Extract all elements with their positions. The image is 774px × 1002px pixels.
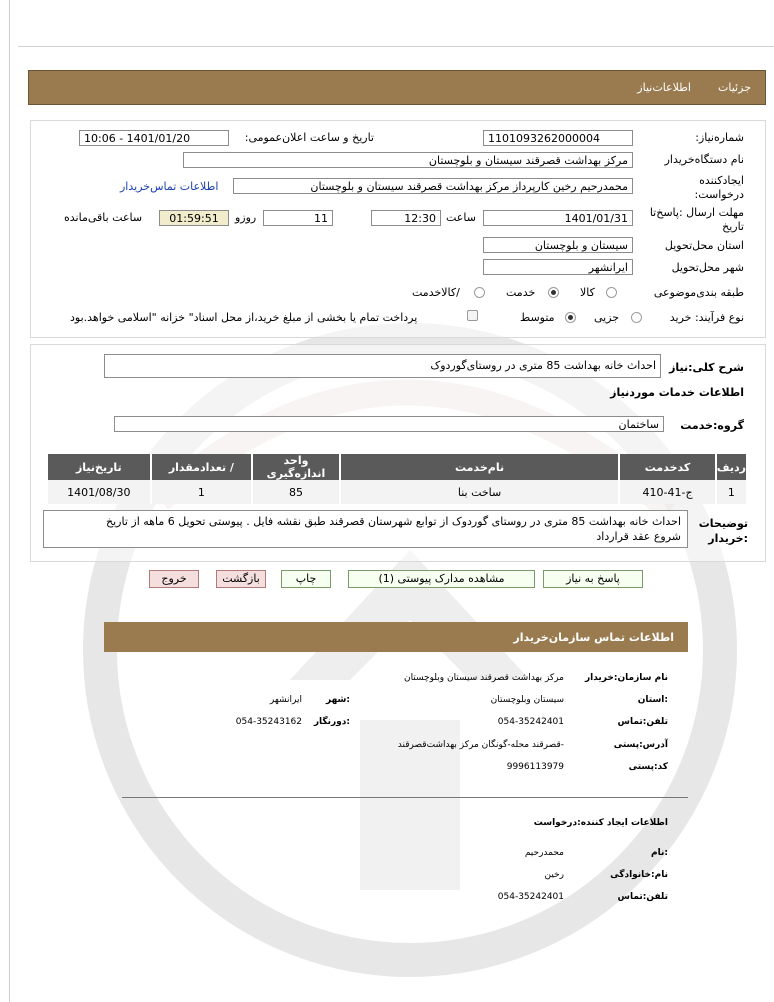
creator-phone: 054-35242401: [497, 892, 564, 902]
contact-city-label: :شهر: [326, 695, 350, 705]
top-separator: [18, 46, 774, 47]
cell-service-code: ج-41-410: [619, 480, 716, 504]
contact-address: -قصرقند محله-گونگان مرکز بهداشت‌قصرقند: [397, 740, 564, 750]
col-row: ردیف: [716, 454, 746, 480]
announce-field: 1401/01/20 - 10:06: [79, 130, 229, 146]
process-medium-label: متوسط: [520, 311, 555, 324]
notes-line-2: شروع عقد قرارداد: [596, 530, 681, 543]
buyer-contact-link[interactable]: اطلاعات تماس‌خریدار: [120, 180, 219, 193]
process-medium-radio[interactable]: [565, 312, 576, 323]
contact-org-label: نام سازمان:خریدار: [584, 673, 668, 683]
contact-address-label: آدرس:پستی: [613, 740, 668, 750]
city-label: شهر محل‌تحویل: [671, 261, 744, 274]
contact-postal: 9996113979: [506, 762, 564, 772]
creator-name-label: :نام: [651, 848, 668, 858]
cell-service-name: ساخت بنا: [340, 480, 619, 504]
items-table: [46, 454, 746, 504]
col-unit: واحد اندازه‌گیری: [252, 454, 340, 480]
table-row: [47, 480, 746, 504]
contact-phone: 054-35242401: [497, 717, 564, 727]
treasury-payment-checkbox[interactable]: [467, 310, 478, 321]
time-label: ساعت: [446, 211, 476, 224]
left-border: [9, 0, 10, 1002]
buyer-org-field: مرکز بهداشت قصرقند سیستان و بلوچستان: [183, 152, 633, 168]
province-field: سیستان و بلوچستان: [483, 237, 633, 253]
summary-field: احداث خانه بهداشت 85 متری در روستای‌گوردوک: [104, 354, 661, 378]
contact-org: مرکز بهداشت قصرقند سیستان وبلوچستان: [403, 673, 564, 683]
buyer-org-label: نام دستگاه‌خریدار: [664, 153, 744, 166]
creator-info-title: اطلاعات ایجاد کننده:درخواست: [533, 818, 668, 828]
category-goods-radio[interactable]: [606, 287, 617, 298]
contact-province-label: :استان: [637, 695, 668, 705]
deadline-time-field: 12:30: [371, 210, 441, 226]
remaining-label: ساعت باقی‌مانده: [64, 211, 143, 224]
need-number-field: 1101093262000004: [483, 130, 633, 146]
tab-need-info[interactable]: اطلاعات‌نیاز: [637, 81, 691, 94]
creator-family: رخین: [544, 870, 564, 880]
category-goods-service-radio[interactable]: [474, 287, 485, 298]
cell-quantity: 1: [151, 480, 253, 504]
category-goods-service-label: /کالاخدمت: [412, 286, 460, 299]
exit-button[interactable]: خروج: [149, 570, 199, 588]
contact-province: سیستان وبلوچستان: [490, 695, 564, 705]
col-need-date: تاریخ‌نیاز: [47, 454, 151, 480]
contact-fax: 054-35243162: [235, 717, 302, 727]
province-label: استان محل‌تحویل: [664, 239, 744, 252]
category-service-label: خدمت: [506, 286, 536, 299]
days-label: روزو: [235, 211, 257, 224]
category-goods-label: کالا: [580, 286, 595, 299]
contact-header-bar: [104, 622, 688, 652]
contact-title: اطلاعات تماس سازمان‌خریدار: [513, 631, 674, 644]
creator-phone-label: تلفن:تماس: [617, 892, 668, 902]
notes-label: توضیحات: [698, 517, 748, 530]
summary-label: شرح کلی:نیاز: [669, 361, 744, 374]
cell-row: 1: [716, 480, 746, 504]
tab-details[interactable]: جزئیات: [718, 81, 751, 94]
creator-field: محمدرحیم رخین کارپرداز مرکز بهداشت قصرقند سیستان و بلوچستان: [233, 178, 633, 194]
city-field: ایرانشهر: [483, 259, 633, 275]
print-button[interactable]: چاپ: [281, 570, 331, 588]
col-quantity: / تعدادمقدار: [151, 454, 253, 480]
category-label: طبقه بندی‌موضوعی: [653, 286, 744, 299]
contact-fax-label: :دورنگار: [313, 717, 350, 727]
notes-label-2: :خریدار: [708, 532, 748, 545]
process-partial-label: جزیی: [594, 311, 620, 324]
creator-name: محمدرحیم: [524, 848, 564, 858]
process-partial-radio[interactable]: [631, 312, 642, 323]
contact-phone-label: تلفن:تماس: [617, 717, 668, 727]
cell-need-date: 1401/08/30: [47, 480, 151, 504]
days-field: 11: [263, 210, 333, 226]
contact-separator: [122, 797, 688, 798]
creator-label-2: درخواست:: [694, 188, 744, 201]
deadline-label-2: تاریخ: [722, 220, 744, 233]
notes-line-1: احداث خانه بهداشت 85 متری در روستای گوردوک از توابع شهرستان قصرقند طبق نقشه فایل . پیوستی تحویل 6 ماهه از تاریخ: [106, 515, 681, 528]
need-number-label: شماره‌نیاز:: [695, 131, 744, 144]
notes-field: [43, 510, 688, 548]
creator-label: ایجادکننده: [699, 174, 744, 187]
treasury-payment-note: پرداخت تمام یا بخشی از مبلغ خرید،از محل اسناد" خزانه "اسلامی خواهد.بود: [70, 311, 418, 324]
contact-city: ایرانشهر: [269, 695, 302, 705]
announce-label: تاریخ و ساعت اعلان‌عمومی:: [244, 131, 374, 144]
process-label: نوع فرآیند: خرید: [669, 311, 744, 324]
category-service-radio[interactable]: [548, 287, 559, 298]
respond-button[interactable]: پاسخ به نیاز: [543, 570, 643, 588]
back-button[interactable]: بازگشت: [216, 570, 266, 588]
deadline-date-field: 1401/01/31: [483, 210, 633, 226]
contact-postal-label: کد:پستی: [628, 762, 668, 772]
view-attachments-button[interactable]: مشاهده مدارک پیوستی (1): [348, 570, 535, 588]
services-title: اطلاعات خدمات موردنیاز: [610, 386, 744, 399]
col-service-name: نام‌خدمت: [340, 454, 619, 480]
group-label: گروه:خدمت: [680, 419, 744, 432]
header-bar: [28, 70, 766, 105]
group-field: ساختمان: [114, 416, 664, 432]
remaining-time-field: 01:59:51: [159, 210, 229, 226]
cell-unit: 85: [252, 480, 340, 504]
col-service-code: کدخدمت: [619, 454, 716, 480]
creator-family-label: نام:خانوادگی: [610, 870, 668, 880]
deadline-label: مهلت ارسال :پاسخ‌تا: [649, 206, 744, 219]
